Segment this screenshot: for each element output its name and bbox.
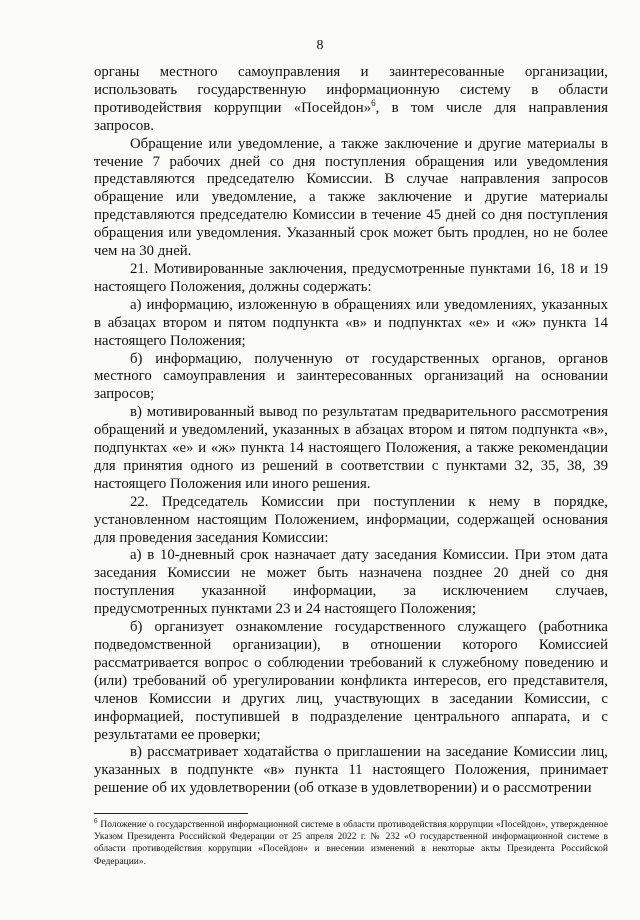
list-item: б) организует ознакомление государственного служащего (работника подведомственной организации), в отношении которого Комиссией рассматривается вопрос о соблюдении требований к служебному поведению и (или) требований об урегулировании конфликта интересов, его представителя, членов Комиссии и других лиц, участвующих в заседании Комиссии, с информацией, поступившей в подразделение центрального аппарата, и с результатами ее проверки;: [94, 619, 608, 743]
paragraph: 22. Председатель Комиссии при поступлении к нему в порядке, установленном настоящим Положением, информации, содержащей основания для проведения заседания Комиссии:: [94, 493, 608, 546]
list-item: а) информацию, изложенную в обращениях или уведомлениях, указанных в абзацах втором и пятом подпункта «в» и подпунктах «е» и «ж» пункта 14 настоящего Положения;: [94, 296, 608, 349]
list-item: в) рассматривает ходатайства о приглашении на заседание Комиссии лиц, указанных в подпункте «в» пункта 11 настоящего Положения, принимает решение об их удовлетворении (об отказе в удовлетворении) и о рассмотрении: [94, 744, 608, 797]
list-item: а) в 10-дневный срок назначает дату заседания Комиссии. При этом дата заседания Комиссии не может быть назначена позднее 20 дней со дня поступления указанной информации, за исключением случаев, предусмотренных пунктами 23 и 24 настоящего Положения;: [94, 547, 608, 618]
body-text: [94, 64, 608, 798]
paragraph: [94, 64, 608, 136]
paragraph-tail: , в том числе для направления запросов.: [94, 99, 609, 134]
footnote-number: 6: [94, 816, 98, 825]
paragraph: Обращение или уведомление, а также заключение и другие материалы в течение 7 рабочих дней со дня поступления обращения или уведомления представляются председателю Комиссии. В случае направления запросов обращение или уведомление, а также заключение и другие материалы представляются председателю Комиссии в течение 45 дней со дня поступления обращения или уведомления. Указанный срок может быть продлен, но не более чем на 30 дней.: [94, 135, 608, 260]
list-item: б) информацию, полученную от государственных органов, органов местного самоуправления и заинтересованных организаций на основании запросов;: [94, 350, 608, 403]
list-item: в) мотивированный вывод по результатам предварительного рассмотрения обращений и уведомлений, указанных в абзацах втором и пятом подпункта «в», подпунктах «е» и «ж» пункта 14 настоящего Положения, а также рекомендации для принятия одного из решений в соответствии с пунктами 32, 35, 38, 39 настоящего Положения или иного решения.: [94, 404, 608, 492]
paragraph: 21. Мотивированные заключения, предусмотренные пунктами 16, 18 и 19 настоящего Положения, должны содержать:: [94, 260, 608, 295]
footnote: [94, 816, 608, 868]
footnote-ref[interactable]: 6: [371, 97, 376, 108]
paragraph-text: органы местного самоуправления и заинтересованные организации, использовать государственную информационную систему в области противодействия коррупции «Посейдон»: [94, 64, 608, 116]
footnote-divider: [94, 813, 248, 814]
footnote-text: Положение о государственной информационной системе в области противодействия коррупции «Посейдон», утвержденное Указом Президента Российской Федерации от 25 апреля 2022 г. № 232 «О государственной информационной системе в области противодействия коррупции «Посейдон» и внесении изменений в некоторые акты Президента Российской Федерации».: [94, 820, 608, 867]
page-number: 8: [316, 38, 324, 53]
